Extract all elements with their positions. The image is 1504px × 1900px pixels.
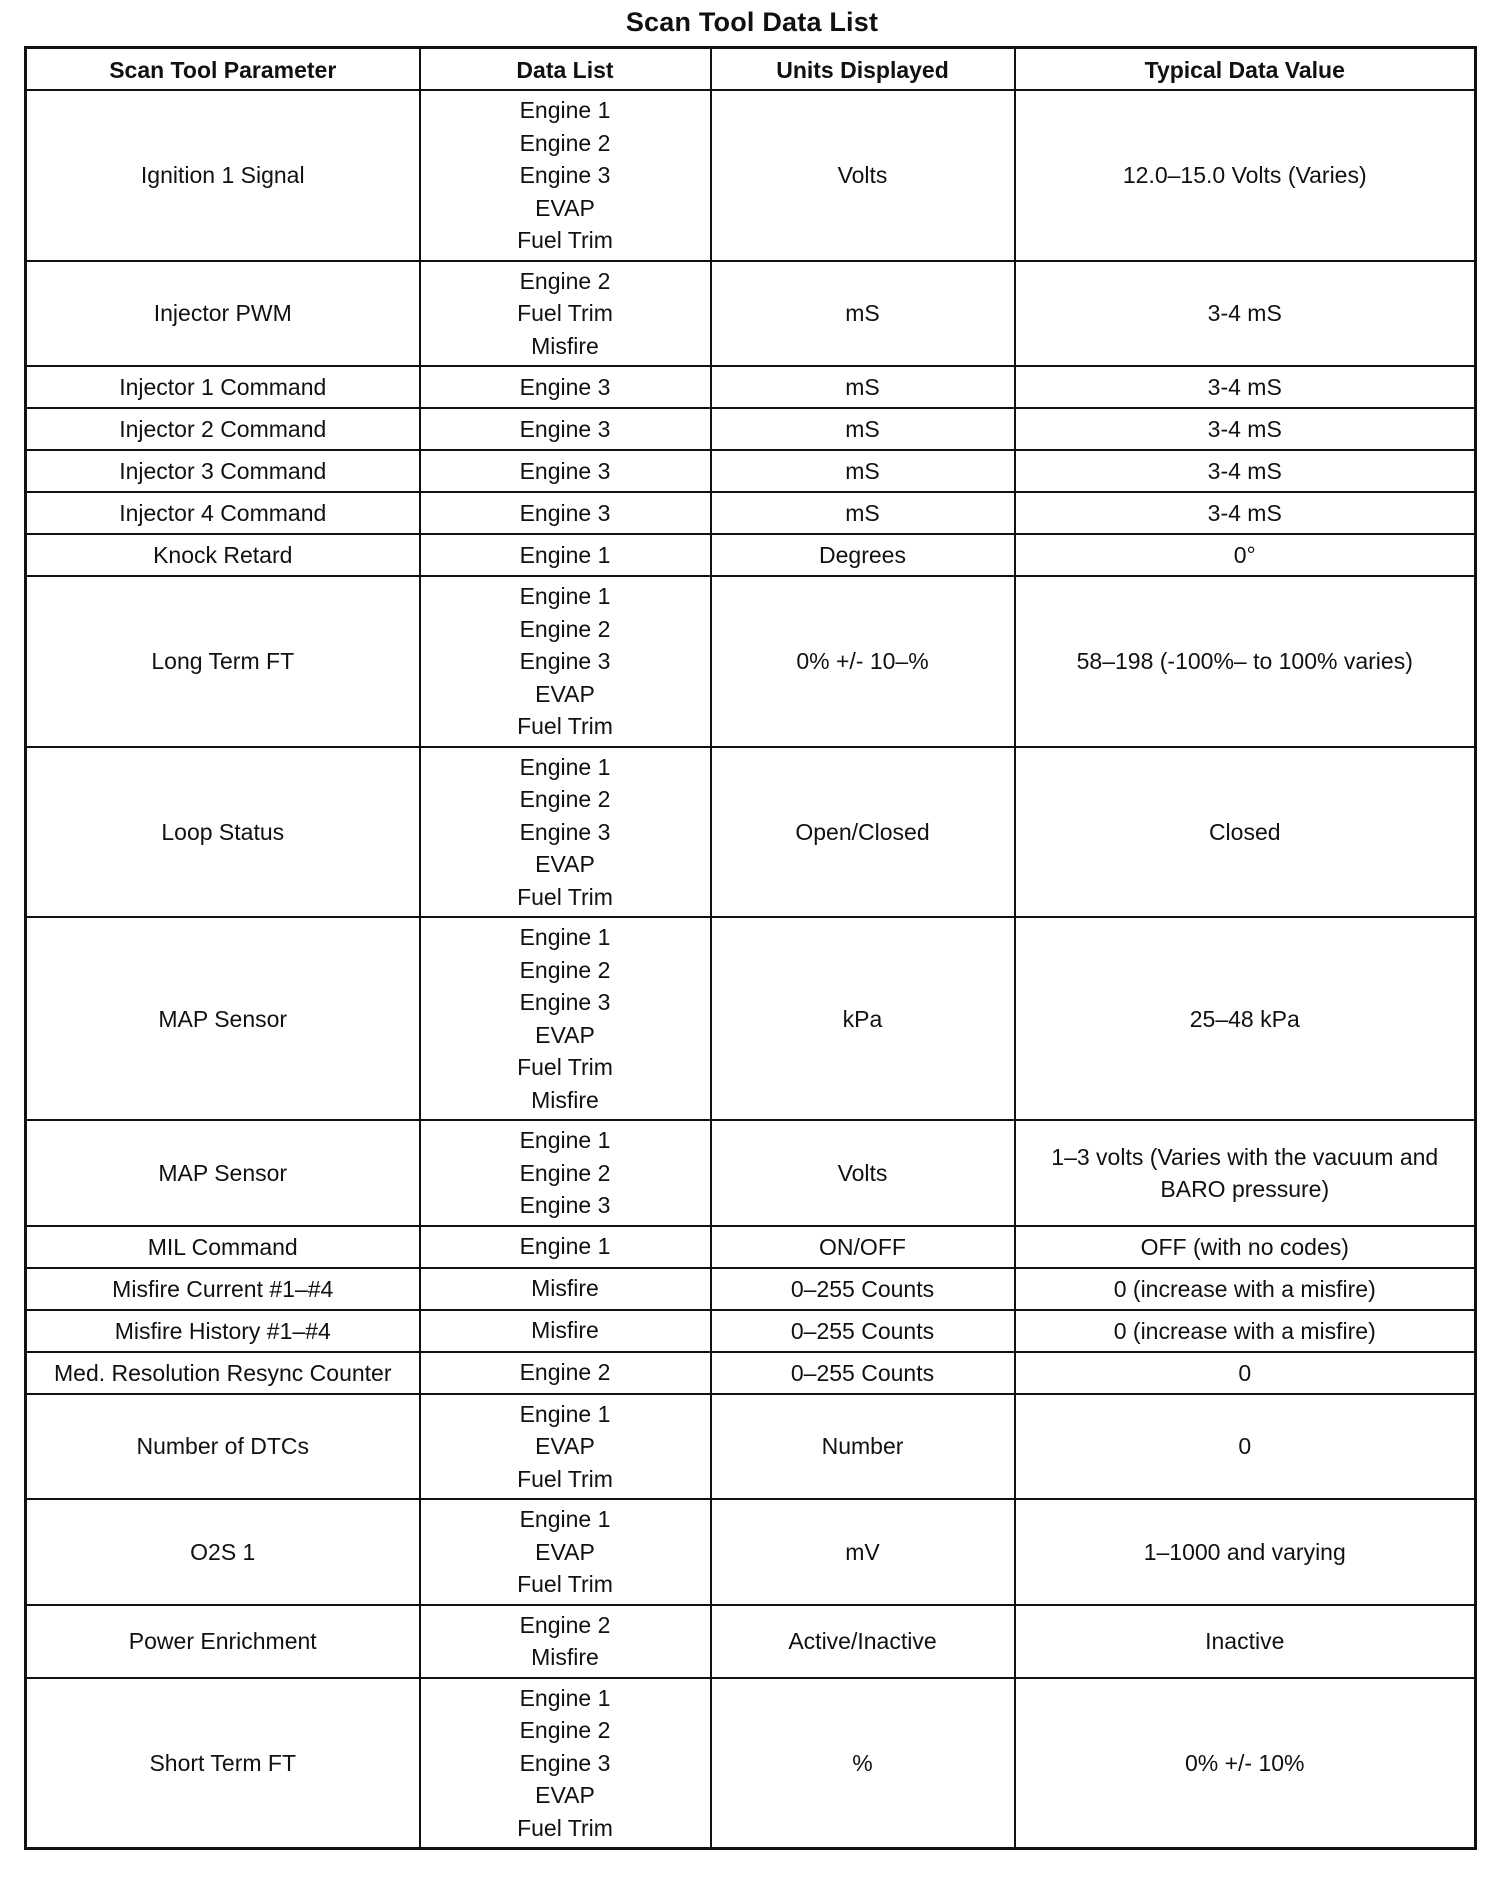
cell-parameter: Short Term FT (26, 1678, 420, 1849)
data-list-entry: Engine 3 (519, 1192, 611, 1218)
table-row (26, 917, 1476, 1120)
cell-parameter: Misfire Current #1–#4 (26, 1268, 420, 1310)
data-list-entry: EVAP (535, 851, 595, 877)
cell-typical-value: 25–48 kPa (1015, 917, 1476, 1120)
cell-parameter: Med. Resolution Resync Counter (26, 1352, 420, 1394)
cell-parameter: MAP Sensor (26, 1120, 420, 1226)
data-list-entry: Fuel Trim (517, 713, 613, 739)
cell-data-list (420, 1226, 711, 1268)
header-typical-data-value: Typical Data Value (1015, 48, 1476, 91)
cell-units: ON/OFF (711, 1226, 1015, 1268)
data-list-entry: Engine 1 (519, 753, 611, 780)
cell-parameter: Number of DTCs (26, 1394, 420, 1500)
cell-data-list (420, 1605, 711, 1678)
cell-units: Open/Closed (711, 747, 1015, 918)
data-list-entry: Fuel Trim (517, 1814, 613, 1841)
data-list-entry: Misfire (531, 1086, 599, 1113)
cell-parameter: Injector 1 Command (26, 366, 420, 408)
cell-parameter: O2S 1 (26, 1499, 420, 1605)
table-row (26, 1310, 1476, 1352)
data-list-entry: Engine 1 (519, 1400, 611, 1427)
data-list-entry: EVAP (535, 1021, 595, 1048)
cell-typical-value: 3-4 mS (1015, 261, 1476, 367)
cell-units: % (711, 1678, 1015, 1849)
table-body (26, 90, 1476, 1849)
table-row (26, 492, 1476, 534)
table-row (26, 747, 1476, 918)
cell-data-list (420, 1268, 711, 1310)
cell-units: Degrees (711, 534, 1015, 576)
data-list-entry: Engine 2 (519, 1359, 611, 1386)
cell-units: Volts (711, 90, 1015, 261)
data-list-entry: Fuel Trim (517, 1465, 613, 1492)
data-list-entry: EVAP (535, 680, 595, 707)
table-row (26, 576, 1476, 747)
table-header-row (26, 48, 1476, 91)
cell-typical-value: OFF (with no codes) (1015, 1226, 1476, 1268)
cell-units: mS (711, 408, 1015, 450)
cell-units: Volts (711, 1120, 1015, 1226)
table-row (26, 408, 1476, 450)
data-list-entry: Engine 1 (519, 541, 611, 568)
cell-data-list (420, 450, 711, 492)
data-list-entry: Engine 1 (519, 1127, 611, 1153)
cell-units: Active/Inactive (711, 1605, 1015, 1678)
data-list-entry: Engine 3 (519, 499, 611, 526)
data-list-entry: EVAP (535, 1538, 595, 1565)
data-list-entry: Engine 3 (519, 818, 611, 845)
cell-parameter: Injector 4 Command (26, 492, 420, 534)
data-list-entry: EVAP (535, 194, 595, 221)
cell-typical-value: 3-4 mS (1015, 450, 1476, 492)
cell-units: mS (711, 450, 1015, 492)
cell-data-list (420, 261, 711, 367)
cell-data-list (420, 1352, 711, 1394)
cell-data-list (420, 1394, 711, 1500)
cell-data-list (420, 747, 711, 918)
data-list-entry: Engine 2 (519, 615, 611, 642)
table-row (26, 1394, 1476, 1500)
cell-units: mS (711, 261, 1015, 367)
cell-data-list (420, 1310, 711, 1352)
cell-typical-value: 0 (1015, 1394, 1476, 1500)
cell-units: 0–255 Counts (711, 1310, 1015, 1352)
data-list-entry: Fuel Trim (517, 227, 613, 253)
cell-units: Number (711, 1394, 1015, 1500)
cell-parameter: Ignition 1 Signal (26, 90, 420, 261)
data-list-entry: Engine 2 (519, 1611, 611, 1638)
cell-units: 0–255 Counts (711, 1352, 1015, 1394)
cell-typical-value: 0 (increase with a misfire) (1015, 1310, 1476, 1352)
table-row (26, 1268, 1476, 1310)
cell-parameter: MAP Sensor (26, 917, 420, 1120)
table-row (26, 1226, 1476, 1268)
data-list-entry: Fuel Trim (517, 883, 613, 910)
data-list-entry: Engine 2 (519, 129, 611, 156)
cell-data-list (420, 366, 711, 408)
cell-typical-value: Inactive (1015, 1605, 1476, 1678)
data-list-entry: Engine 3 (519, 373, 611, 400)
cell-typical-value: 0 (increase with a misfire) (1015, 1268, 1476, 1310)
table-row (26, 261, 1476, 367)
cell-units: mS (711, 366, 1015, 408)
cell-data-list (420, 492, 711, 534)
data-list-entry: Fuel Trim (517, 1571, 613, 1597)
data-list-entry: EVAP (535, 1782, 595, 1808)
cell-data-list (420, 408, 711, 450)
data-list-entry: Fuel Trim (517, 1054, 613, 1080)
data-list-entry: Engine 1 (519, 1233, 611, 1260)
table-row (26, 1605, 1476, 1678)
header-units-displayed: Units Displayed (711, 48, 1015, 91)
cell-parameter: Injector PWM (26, 261, 420, 367)
data-list-entry: Engine 3 (519, 989, 611, 1015)
cell-typical-value: 3-4 mS (1015, 492, 1476, 534)
data-list-entry: Engine 3 (519, 162, 611, 188)
data-list-entry: Engine 2 (519, 1717, 611, 1743)
cell-typical-value: 3-4 mS (1015, 408, 1476, 450)
cell-parameter: Loop Status (26, 747, 420, 918)
data-list-entry: Engine 3 (519, 1749, 611, 1776)
cell-parameter: Long Term FT (26, 576, 420, 747)
data-list-entry: Engine 2 (519, 786, 611, 812)
cell-typical-value: 12.0–15.0 Volts (Varies) (1015, 90, 1476, 261)
data-list-entry: Misfire (531, 1275, 599, 1302)
table-row (26, 1499, 1476, 1605)
data-list-entry: Engine 2 (519, 1159, 611, 1186)
data-list-entry: EVAP (535, 1433, 595, 1459)
cell-data-list (420, 1120, 711, 1226)
page-title: Scan Tool Data List (625, 7, 879, 37)
cell-typical-value: 0% +/- 10% (1015, 1678, 1476, 1849)
table-row (26, 1120, 1476, 1226)
data-list-entry: Engine 3 (519, 415, 611, 442)
cell-units: mV (711, 1499, 1015, 1605)
table-row (26, 366, 1476, 408)
data-list-entry: Misfire (531, 332, 599, 359)
cell-data-list (420, 1678, 711, 1849)
data-list-entry: Engine 3 (519, 648, 611, 674)
data-list-entry: Engine 2 (519, 956, 611, 983)
table-row (26, 1678, 1476, 1849)
table-row (26, 90, 1476, 261)
header-scan-tool-parameter: Scan Tool Parameter (26, 48, 420, 91)
data-list-entry: Engine 1 (519, 1684, 611, 1711)
table-row (26, 1352, 1476, 1394)
cell-typical-value: 0 (1015, 1352, 1476, 1394)
cell-parameter: Power Enrichment (26, 1605, 420, 1678)
data-list-entry: Misfire (531, 1317, 599, 1344)
cell-typical-value: Closed (1015, 747, 1476, 918)
cell-units: mS (711, 492, 1015, 534)
scan-tool-data-table (24, 46, 1477, 1850)
cell-parameter: Injector 2 Command (26, 408, 420, 450)
cell-units: kPa (711, 917, 1015, 1120)
cell-typical-value: 1–3 volts (Varies with the vacuum and BARO pressure) (1015, 1120, 1476, 1226)
data-list-entry: Engine 3 (519, 457, 611, 484)
cell-data-list (420, 917, 711, 1120)
cell-data-list (420, 90, 711, 261)
cell-units: 0–255 Counts (711, 1268, 1015, 1310)
header-data-list: Data List (420, 48, 711, 91)
data-list-entry: Engine 1 (519, 583, 611, 609)
cell-data-list (420, 534, 711, 576)
data-list-entry: Engine 1 (519, 97, 611, 123)
cell-typical-value: 3-4 mS (1015, 366, 1476, 408)
data-list-entry: Fuel Trim (517, 300, 613, 326)
cell-parameter: Injector 3 Command (26, 450, 420, 492)
cell-typical-value: 0° (1015, 534, 1476, 576)
data-list-entry: Engine 1 (519, 1506, 611, 1532)
cell-parameter: MIL Command (26, 1226, 420, 1268)
cell-parameter: Knock Retard (26, 534, 420, 576)
cell-units: 0% +/- 10–% (711, 576, 1015, 747)
cell-typical-value: 1–1000 and varying (1015, 1499, 1476, 1605)
data-list-entry: Misfire (531, 1644, 599, 1670)
data-list-entry: Engine 2 (519, 267, 611, 294)
data-list-entry: Engine 1 (519, 924, 611, 950)
cell-parameter: Misfire History #1–#4 (26, 1310, 420, 1352)
cell-data-list (420, 1499, 711, 1605)
table-row (26, 450, 1476, 492)
table-row (26, 534, 1476, 576)
cell-typical-value: 58–198 (-100%– to 100% varies) (1015, 576, 1476, 747)
cell-data-list (420, 576, 711, 747)
